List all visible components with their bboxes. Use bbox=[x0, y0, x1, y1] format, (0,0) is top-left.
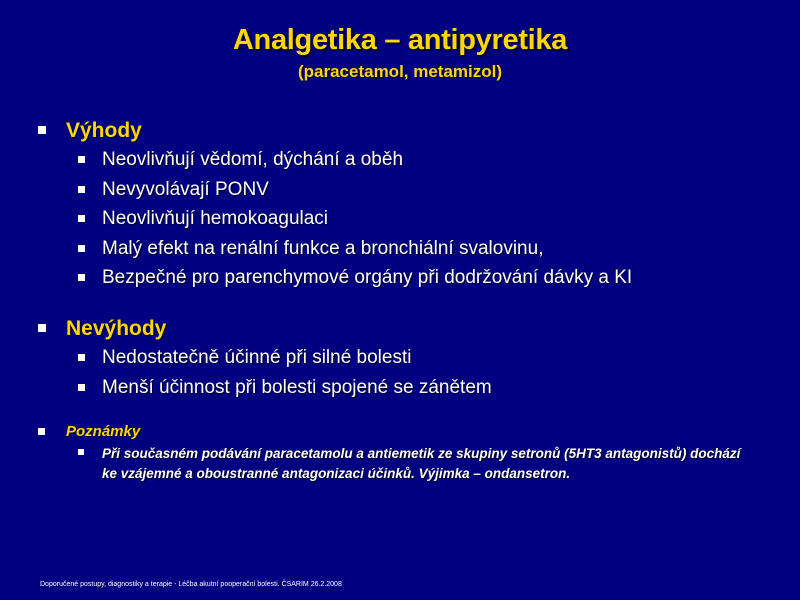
bullet-list bbox=[0, 145, 800, 293]
list-item-text: Nevyvolávají PONV bbox=[102, 178, 269, 200]
list-item bbox=[0, 175, 800, 205]
list-item bbox=[0, 343, 800, 373]
section-notes bbox=[0, 422, 800, 484]
square-bullet-icon bbox=[78, 274, 85, 281]
square-bullet-icon bbox=[38, 126, 46, 134]
square-bullet-icon bbox=[78, 449, 84, 455]
square-bullet-icon bbox=[78, 156, 85, 163]
square-bullet-icon bbox=[78, 245, 85, 252]
square-bullet-icon bbox=[78, 186, 85, 193]
square-bullet-icon bbox=[38, 324, 46, 332]
footer-citation: Doporučené postupy, diagnostiky a terapie - Léčba akutní pooperační bolesti. ČSARIM 26.2.2008 bbox=[40, 581, 342, 588]
bullet-list bbox=[0, 343, 800, 402]
section-advantages bbox=[0, 117, 800, 293]
section-disadvantages bbox=[0, 315, 800, 402]
section-heading-row bbox=[0, 422, 800, 444]
notes-heading: Poznámky bbox=[66, 423, 141, 440]
list-item-text: Nedostatečně účinné při silné bolesti bbox=[102, 347, 412, 368]
list-item-text: Neovlivňují hemokoagulaci bbox=[102, 208, 329, 229]
slide-title: Analgetika – antipyretika bbox=[232, 24, 568, 56]
section-heading-row bbox=[0, 315, 800, 343]
list-item bbox=[0, 263, 800, 293]
section-heading: Nevýhody bbox=[66, 317, 167, 340]
square-bullet-icon bbox=[78, 215, 85, 222]
slide-subtitle: (paracetamol, metamizol) bbox=[297, 62, 503, 81]
note-item bbox=[0, 444, 800, 484]
square-bullet-icon bbox=[38, 428, 45, 435]
list-item bbox=[0, 204, 800, 234]
list-item-text: Bezpečné pro parenchymové orgány při dodržování dávky a KI bbox=[102, 267, 633, 288]
list-item bbox=[0, 145, 800, 175]
list-item-text: Neovlivňují vědomí, dýchání a oběh bbox=[102, 149, 404, 170]
list-item bbox=[0, 373, 800, 403]
square-bullet-icon bbox=[78, 384, 85, 391]
list-item-text: Malý efekt na renální funkce a bronchiální svalovinu, bbox=[102, 237, 544, 259]
square-bullet-icon bbox=[78, 354, 85, 361]
list-item bbox=[0, 234, 800, 264]
section-heading-row bbox=[0, 117, 800, 145]
section-heading: Výhody bbox=[66, 119, 142, 142]
list-item-text: Menší účinnost při bolesti spojené se zánětem bbox=[102, 376, 492, 398]
note-text: Při současném podávání paracetamolu a antiemetik ze skupiny setronů (5HT3 antagonistů) dochází ke vzájemné a oboustranné antagonizaci účinků. Výjimka – ondansetron. bbox=[102, 446, 741, 481]
